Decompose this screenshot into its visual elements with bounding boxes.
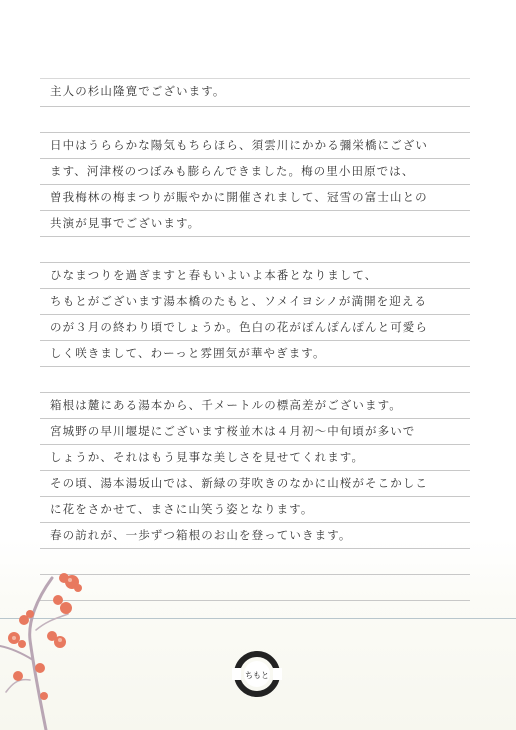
plum-blossom-illustration: [0, 560, 110, 730]
text-line: ます、河津桜のつぼみも膨らんできました。梅の里小田原では、: [50, 164, 415, 178]
text-line: その頃、湯本湯坂山では、新緑の芽吹きのなかに山桜がそこかしこ: [50, 476, 428, 490]
text-line: 箱根は麓にある湯本から、千メートルの標高差がございます。: [50, 398, 402, 412]
text-line: ひなまつりを過ぎますと春もいよいよ本番となりまして、: [50, 268, 378, 282]
rule-line: [40, 548, 470, 549]
text-line: 曽我梅林の梅まつりが賑やかに開催されまして、冠雪の富士山との: [50, 190, 428, 204]
text-line: のが３月の終わり頃でしょうか。色白の花がぽんぽんぽんと可愛ら: [50, 320, 428, 334]
chimoto-logo-icon: [232, 650, 282, 698]
text-line: ちもとがございます湯本橋のたもと、ソメイヨシノが満開を迎える: [50, 294, 428, 308]
text-line: しょうか、それはもう見事な美しさを見せてくれます。: [50, 450, 365, 464]
text-line: 春の訪れが、一歩ずつ箱根のお山を登っていきます。: [50, 528, 352, 542]
rule-line: [40, 236, 470, 237]
text-line: に花をさかせて、まさに山笑う姿となります。: [50, 502, 314, 516]
text-line: 主人の杉山隆寛でございます。: [50, 84, 226, 98]
rule-line: [40, 106, 470, 107]
text-line: 宮城野の早川堰堤にございます桜並木は４月初〜中旬頃が多いで: [50, 424, 416, 438]
text-line: 共演が見事でございます。: [50, 216, 201, 230]
logo-text: ちもと: [245, 671, 269, 680]
rule-line: [40, 366, 470, 367]
text-line: 日中はうららかな陽気もちらほら、須雲川にかかる彌栄橋にござい: [50, 138, 428, 152]
text-line: しく咲きまして、わーっと雰囲気が華やぎます。: [50, 346, 326, 360]
